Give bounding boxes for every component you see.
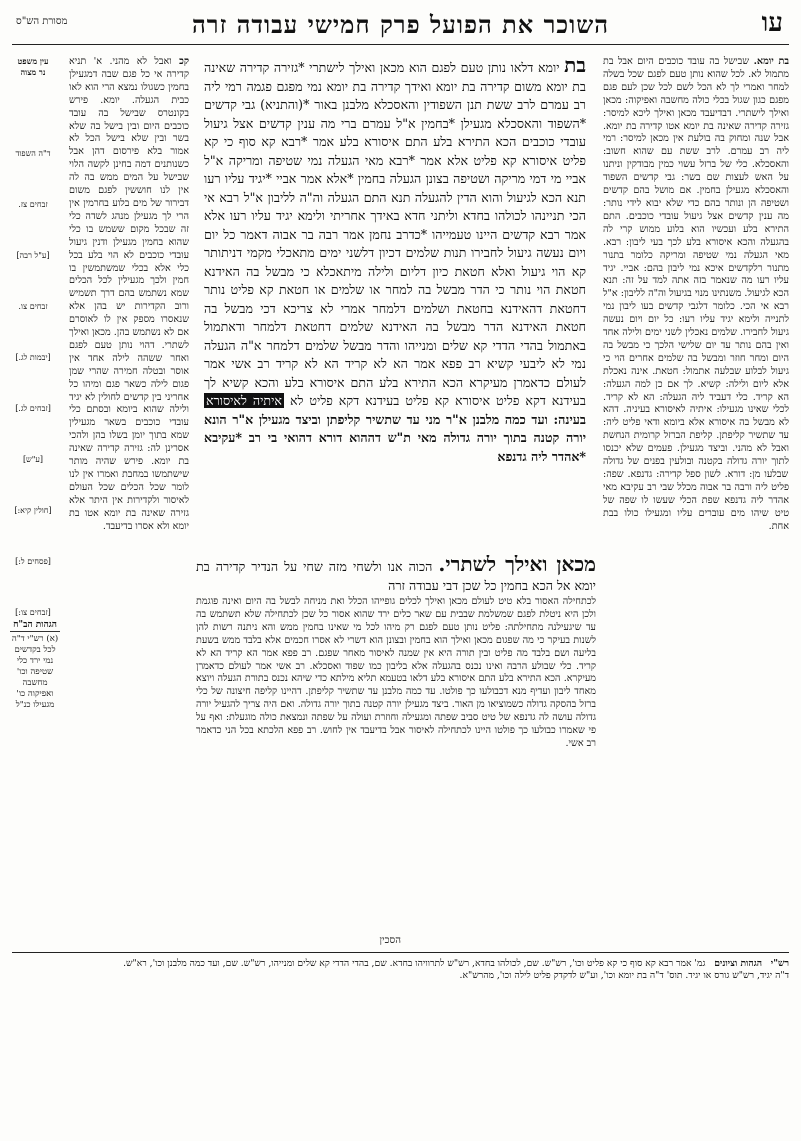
margin-ref: [זבחים צו:]: [15, 608, 51, 617]
page-title: השוכר את הפועל פרק חמישי עבודה זרה: [191, 10, 610, 39]
footer-title-hagahot: הגהות וציונים: [714, 958, 763, 969]
page-footer: [12, 958, 789, 998]
footer-divider: [12, 952, 789, 953]
margin-ref: [חולין קיא:]: [14, 506, 52, 515]
footer-line-2: ד"ה יגיד, רש"ש גורס או יגיד. תוס' ד"ה בת יומא וכו', וע"ש לדקדק פליט לילה וכו', מהרש"א.: [459, 970, 789, 981]
margin-ref: ד"ה השפוד: [15, 149, 51, 158]
page-number: עו: [761, 8, 783, 38]
gemara-opening-word: בת: [564, 56, 586, 77]
hagahot-text: (א) רש"י ד"ה לכל בקדשים נמי ירד כלי שטיפה וכו' מחשבה ואפיקוה כו' מגעילו כנ"ל: [11, 634, 59, 710]
gemara-boxed-phrase: איתיה לאיסורא: [206, 393, 282, 408]
gemara-lower-opening: מכאן ואילך לשתרי.: [438, 555, 596, 576]
rashi-column: [603, 56, 789, 946]
rashi-opening: בת יומא.: [753, 56, 789, 67]
ein-mishpat-margin: [8, 56, 58, 916]
gemara-lower: [196, 555, 596, 593]
margin-ref: [יבמות לג.]: [15, 353, 51, 362]
tosafot-lower-column: [196, 596, 596, 926]
margin-ref: [זבחים לג.]: [15, 404, 51, 413]
tosafot-opening-1: קכ: [179, 56, 189, 67]
ein-mishpat-label: עין משפט נר מצוה: [17, 56, 49, 77]
hagahot-habach: [10, 620, 60, 711]
margin-ref: [ע"ל רבה]: [16, 251, 50, 260]
tosafot-lower-text: לכתחילה האסור בלא טיט לעולם מכאן ואילך לכלים גופייהו הכלל ואת מניחה לבשל בה היום ואינה פוגמת ולכן היא ניטלת לפגם שמשלמת שבבית עם שאר כלים ירד שהוא אסור כל שכן לכתחילה שלא תשתמש בה עד שיגעילנה מתחילתה: פליט נותן טעם לפגם רק מיהו לכל מי שאינו בחמין ממש והא ניתנה רשות להן לשנות בעיקר כי מה שפגום מכאן ואילך הוא בחמין ובצונן הוא דשרי לא אסרו חכמים אלא בלבד ממש בשעת בליעה ושם בלבד מה פליט ובין תורה היא אין שמנה לאיסור מאחר שפגם. רב פפא אמר הא קריד הא לא קריד. כלי שבולע הרבה ואינו נכנס בהגעלה אלא בליבון כמו שפוד ואסכלא. רב אשי אמר לעולם כדאמרן מעיקרא. הכא התירא בלע התם איסורא בלע דלאו בטעמא תליא מילתא כדי שיהא נכנס בתורת הגעלה ויוצא מאחד ליבון ועדיף מנא דכבולעו כך פולטו. עד כמה מלבנן עד שתשיר קליפתן. דהיינו קליפה חיצונה של כלי ברזל בהסקה גדולה כשמוציאו מן האור. ביצד מגעילן יורה קטנה בתוך יורה גדולה. ואם היה צריך להגעיל יורה גדולה עושה לה גדנפא של טיט סביב שפתה ומגעילה וחוזרת ועולה על שפתה ונמצאת כולה מוגעלת: ואף על פי שאמרו כבולעו כך פולטו היינו לכתחילה לאיסור אבל בדיעבד אין לחוש. רב פפא הלכתא בכל הני כדאמר רב אשי.: [196, 596, 596, 749]
gemara-text-part1: יומא דלאו נותן טעם לפגם הוא מכאן ואילך לישתרי *גזירה קדירה שאינה בת יומא משום קדירה בת יומא ואידך קדירה בת יומא נמי מפגם פגמה רמי ליה רב עמרם לרב ששת תנן השפודין והאסכלא מלבנן באור *(והתניא) גבי קדשים *השפוד והאסכלא מגעילן *בחמין א"ל עמרם ברי מה ענין קדשים אצל גיעול עובדי כוכבים הכא התירא בלע התם איסורא בלע אמר *רבא קא סוף כי קא פליט איסורא קא פליט אלא אמר *רבא מאי הגעלה נמי שטיפה ומריקה א"ל אביי מי דמי מריקה ושטיפה בצונן הגעלה בחמין *אלא אמר אביי *יגיד עליו רעו תנא הכא לגיעול והוא הדין להגעלה תנא התם הגעלה וה"ה לליבון א"ל רבא אי הכי תניינהו לכולהו בחדא וליתני חדא באידך אחריתי ולימא יגיד עליו רעו אלא אמר רבא קדשים היינו טעמייהו *כדרב נחמן אמר רבה בר אבוה דאמר כל יום ויום נעשה גיעול לחבירו תנות שלמים דכיון דלשני ימים מתאכלי מקמי דניתותר קא הוי גיעול ואלא חטאת כיון דליום ולילה מיתאכלא כי מבשל בה האידנא חטאת הוי נותר כי הדר מבשל בה למחר או שלמים או חטאת קא פליט נותר דחטאת דהאידנא בחטאת ושלמים דלמחר אמרי לא צריכא דכי מבשל בה חטאת האידנא הדר מבשל בה האידנא שלמים דחטאת דלמחר ודאתמול באתמול בהדי הדדי קא שלים ומנייהו והדר מבשל שלמים דלמחר א"ה הגעלה נמי לא ליבעי קשיא רב פפא אמר הא לא קריד הא לא קריד רב אשי אמר לעולם כדאמרן מעיקרא הכא התירא בלע התם איסורא בלע והכא קשיא לך בעידנא דקא פליט איסורא קא פליט בעידנא דקא פליט לא: [204, 60, 586, 408]
rashi-text: שבישל בה עובד כוכבים היום אבל בת מתמול לא. לכל שהוא נותן טעם לפגם שכל בשלה למחר ואמרי לך לא הכל לשם לכל שכן לעם פגם מפגם כגון שגול בכלי כולה מחשבה ואפיקוה: מכאן ואילך לישתרי. דבדיעבד מכאן ואילך ליכא למיסר: גזירה קדירה שאינה בת יומא אטו קדירה בת יומא. אבל שנה ומחוק בה בולעת אין מכאן למיסר: רמי ליה רב עמרם. לרב ששת עם שהוא חשוב: והאסכלא. כלי של ברזל עשוי כמין מבודקין וניתנו על האש לעצות שם בשר: גבי קדשים השפוד והאסכלא מגעילן בחמין. אם מושל בהם קדשים ושטיפה הן ונותר בהם כדי שלא יבוא לידי נותר: מה ענין קדשים אצל גיעול עובדי כוכבים. התם התירא בלע ועכשיו הוא בלוע ממוש קרי לה בהגעלה והכא איסורא בלע לכך בעי ליבון: רבא. מאי הגעלה נמי שטיפה ומריקה כלומר בתנור מתנור רלקדשים איכא נמי ליבון בהם: אביי. יגיד עליו רעו מה שנאמר בזה אתה למד על זה: תנא הכא לגיעול. משנתינו מנוי בגיעול וה"ה לליבון: א"ל רבא אי הכי. כלומר דלגבי קדשים בעו ליבון נמי לתנייה ולימא יגיד עליו רעו: כל יום ויום נעשה גיעול לחבירו. שלמים נאכלין לשני ימים ולילה אחד ואין בהם נותר עד יום שלישי הלכך כי מבשל בה היום ומחר חוזר ומבשל בה שלמים אחרים הוי כי גיעול לבלוע שבלעה אתמול: חטאת. אינה נאכלת אלא ליום ולילה: קשיא. לך אם כן למה הגעלה: הא קריד. כלי דעביד ליה הגעלה: הא לא קריד. לכלי שאינו מגעילו: איתיה לאיסורא בעיניה. דהא לא מבשל בה איסורא אלא ביומא ודאי פליט ליה: עד שתשיר קליפתן. קליפת הברזל קרומית הנחשת ואבל לא מהני. וביצד מגעילן. פעמים שלא יכנסו לתוך יורה גדולה בקטנה ובולעין בפנים של גדולה שבלעו מן: דורא. לשון ספל קדירה: גדנפא. שפה:: [603, 56, 789, 480]
gemara-lower-text: הכוה אנו ולשחי מזה שחי על הנדיר קדירה בת יומא אל הכא בחמין כל שכן דבי עבודה זרה: [196, 559, 596, 593]
margin-ref: זבחים צו.: [18, 302, 48, 311]
gemara-text-part2: בעינה: ועד כמה מלבנן א"ר מני עד שתשיר קליפתן וביצד מגעילן א"ר הונא יורה קטנה בתוך יורה גדולה מאי ת"ש דההוא דורא דהואי בי רב *עקיבא *אהדר ליה גדנפא: [204, 411, 586, 464]
margin-ref: [פסחים ל:]: [15, 557, 51, 566]
footer-title-rashi: רש"י: [770, 958, 789, 969]
page-signoff: הסכין: [379, 935, 401, 946]
gemara-column: [204, 56, 586, 551]
tosafot-text: ואבל לא מהני. א' תניא קדירה אי כל פגם שבה דמגעילן בחמין כשגולו נמצא הרי הוא לאו כבית הגעלה. יומא. פירש בקונטרס שבישל בה עובד כוכבים היום ובין בישל בה שלא בשר ובין שלא בישל הכל לא אמור בלא פירסום דהן אבל כשנותנים דמה בחינן לקשה הלוי שבישל על המים ממש בה לה אין לנו חוששין לפגם משום דבירור של מים בלוע בחרמין אין הרי לך מגעילן מנהג לשדה כלי זה שבכל מקום ששמש בו כלי שהוא בחמין מגעילן ודנין גיעול עובדי כוכבים לא הוי בלע בכל כלי אלא בכלי שמשתמשין בו חמין ולכך מגעילין לכל הכלים שמא נשתמש בהם דרך תשמיש ורוב הקדירות יש בהן אלא שנאסרו מספק אין לו לאוסרם אם לא נשתמש בהן. מכאן ואילך לשתרי. דהוי נותן טעם לפגם ואחר ששהה לילה אחד אין אוסר ובטלה חמירה שהרי שמן פגום לילה כשאר פגם ומיהו כל אחריני בין קדשים לחולין לא יגיד ולילה שהוא ביומא ובסתם כלי עובדי כוכבים בשאר מגעילין שמא בתוך יומן בשלו בהן ולהכי אסרינן לה: גזירה קדירה שאינה בת יומא. פירש שהיה מותר שישתמשו במחבת ואמרו אין לנו לומר שכל הכלים שכל העולם לאיסור ולקדירות אין היתר אלא גזירה שאינה בת יומא אטו בת יומא ולא אסרו בדיעבד.: [69, 56, 189, 532]
margin-ref: זבחים צז.: [18, 200, 48, 209]
rashi-lower: פליט ליה ורבה בר אבוה מכלל שבי רב עקיבא מאי אהדר ליה גדנפא שפת הכלי שעשו לו שפה של טיט שיהו מים עוברים עליו ומגעילו כולו בבת אחת.: [603, 481, 789, 532]
page-header: [12, 8, 789, 45]
footer-line-1: גמ' אמר רבא קא סוף כי קא פליט וכו', רש"ש. שם, לכולהו בחדא, רש"ש לתרוויהו בחדא. שם, בהדי הדדי קא שלים ומנייהו, רש"ש. שם, ועד כמה מלבנן וכו', רא"ש.: [123, 958, 706, 969]
tosafot-column: [69, 56, 189, 946]
margin-ref: [ע"ש]: [22, 455, 44, 464]
masoret-hashas-label: מסורת הש"ס: [16, 16, 68, 27]
hagahot-title: הגהות הב"ח: [10, 620, 60, 632]
